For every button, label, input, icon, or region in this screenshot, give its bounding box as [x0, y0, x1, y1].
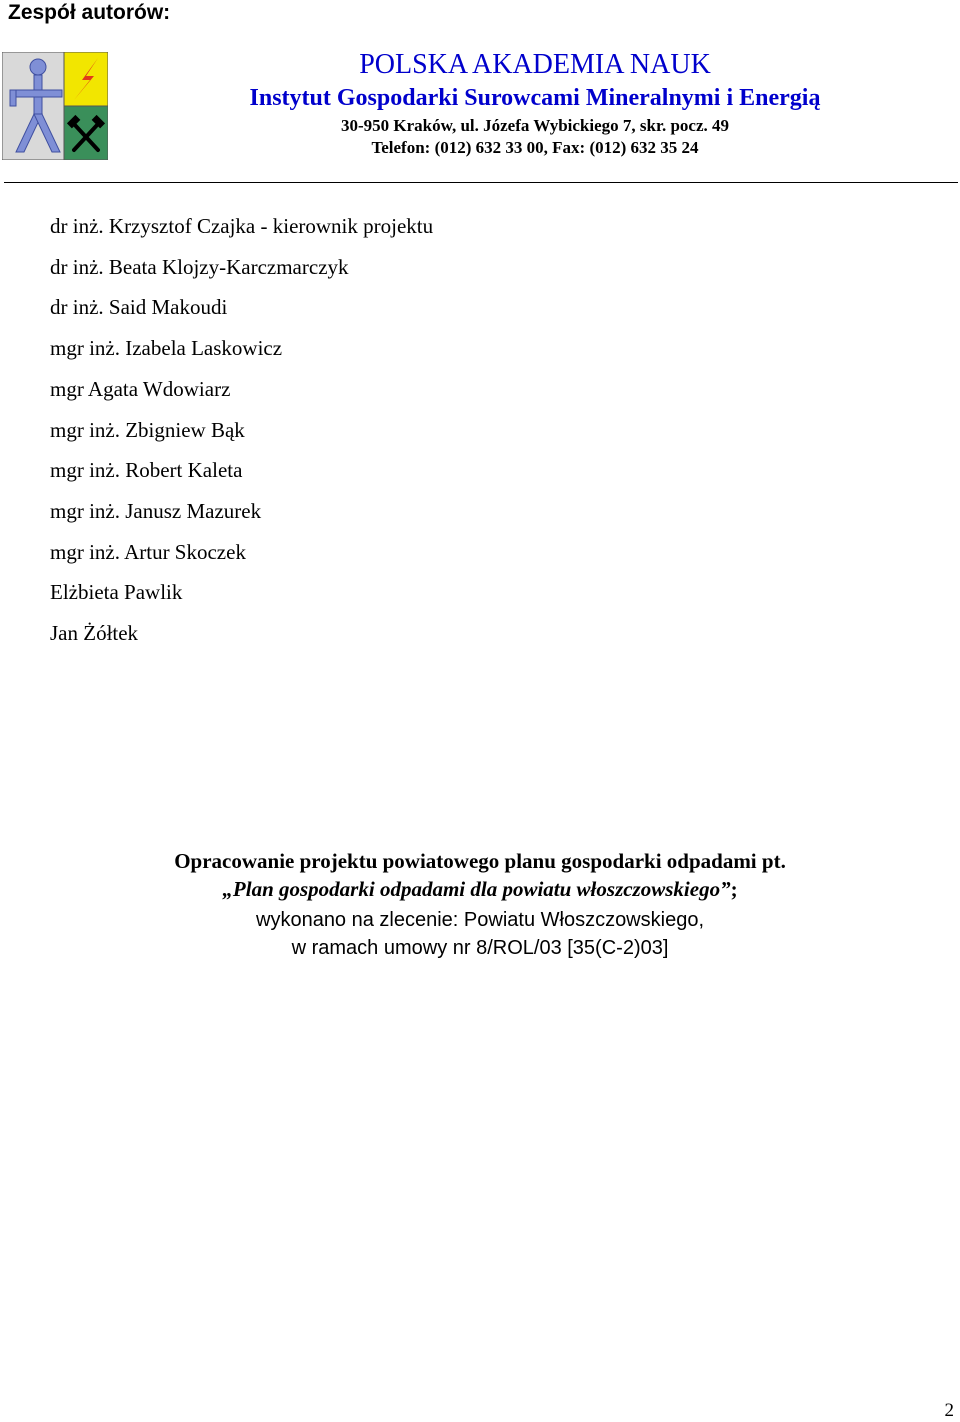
author-item: Elżbieta Pawlik: [50, 580, 183, 605]
plan-title: „Plan gospodarki odpadami dla powiatu włoszczowskiego”: [222, 877, 731, 901]
author-item: mgr inż. Robert Kaleta: [50, 458, 243, 483]
institute-logo: [2, 52, 108, 160]
author-item: mgr inż. Janusz Mazurek: [50, 498, 262, 523]
plan-title-tail: ;: [730, 877, 738, 901]
author-item: Jan Żółtek: [50, 621, 139, 646]
header-divider: [4, 182, 958, 183]
author-item: dr inż. Said Makoudi: [50, 295, 228, 320]
summary-contract: w ramach umowy nr 8/ROL/03 [35(C-2)03]: [291, 937, 669, 959]
institute-phone: Telefon: (012) 632 33 00, Fax: (012) 632 35 24: [371, 138, 699, 157]
project-summary: [0, 847, 960, 962]
author-item: mgr inż. Zbigniew Bąk: [50, 417, 245, 442]
author-item: dr inż. Beata Klojzy-Karczmarczyk: [50, 254, 349, 279]
org-name: POLSKA AKADEMIA NAUK: [359, 49, 711, 80]
summary-plan-line: [0, 875, 960, 906]
author-item: dr inż. Krzysztof Czajka - kierownik projektu: [50, 214, 434, 238]
author-item: mgr inż. Artur Skoczek: [50, 539, 246, 564]
institute-name: Instytut Gospodarki Surowcami Mineralnymi i Energią: [249, 85, 821, 111]
section-title: Zespół autorów:: [8, 1, 171, 24]
page-number: 2: [944, 1400, 954, 1421]
summary-title: Opracowanie projektu powiatowego planu gospodarki odpadami pt.: [174, 849, 786, 873]
author-list: [50, 206, 433, 654]
author-item: mgr inż. Izabela Laskowicz: [50, 336, 283, 361]
summary-commission: wykonano na zlecenie: Powiatu Włoszczowskiego,: [256, 909, 704, 931]
author-item: mgr Agata Wdowiarz: [50, 376, 231, 401]
institute-address: 30-950 Kraków, ul. Józefa Wybickiego 7, skr. pocz. 49: [340, 116, 729, 135]
